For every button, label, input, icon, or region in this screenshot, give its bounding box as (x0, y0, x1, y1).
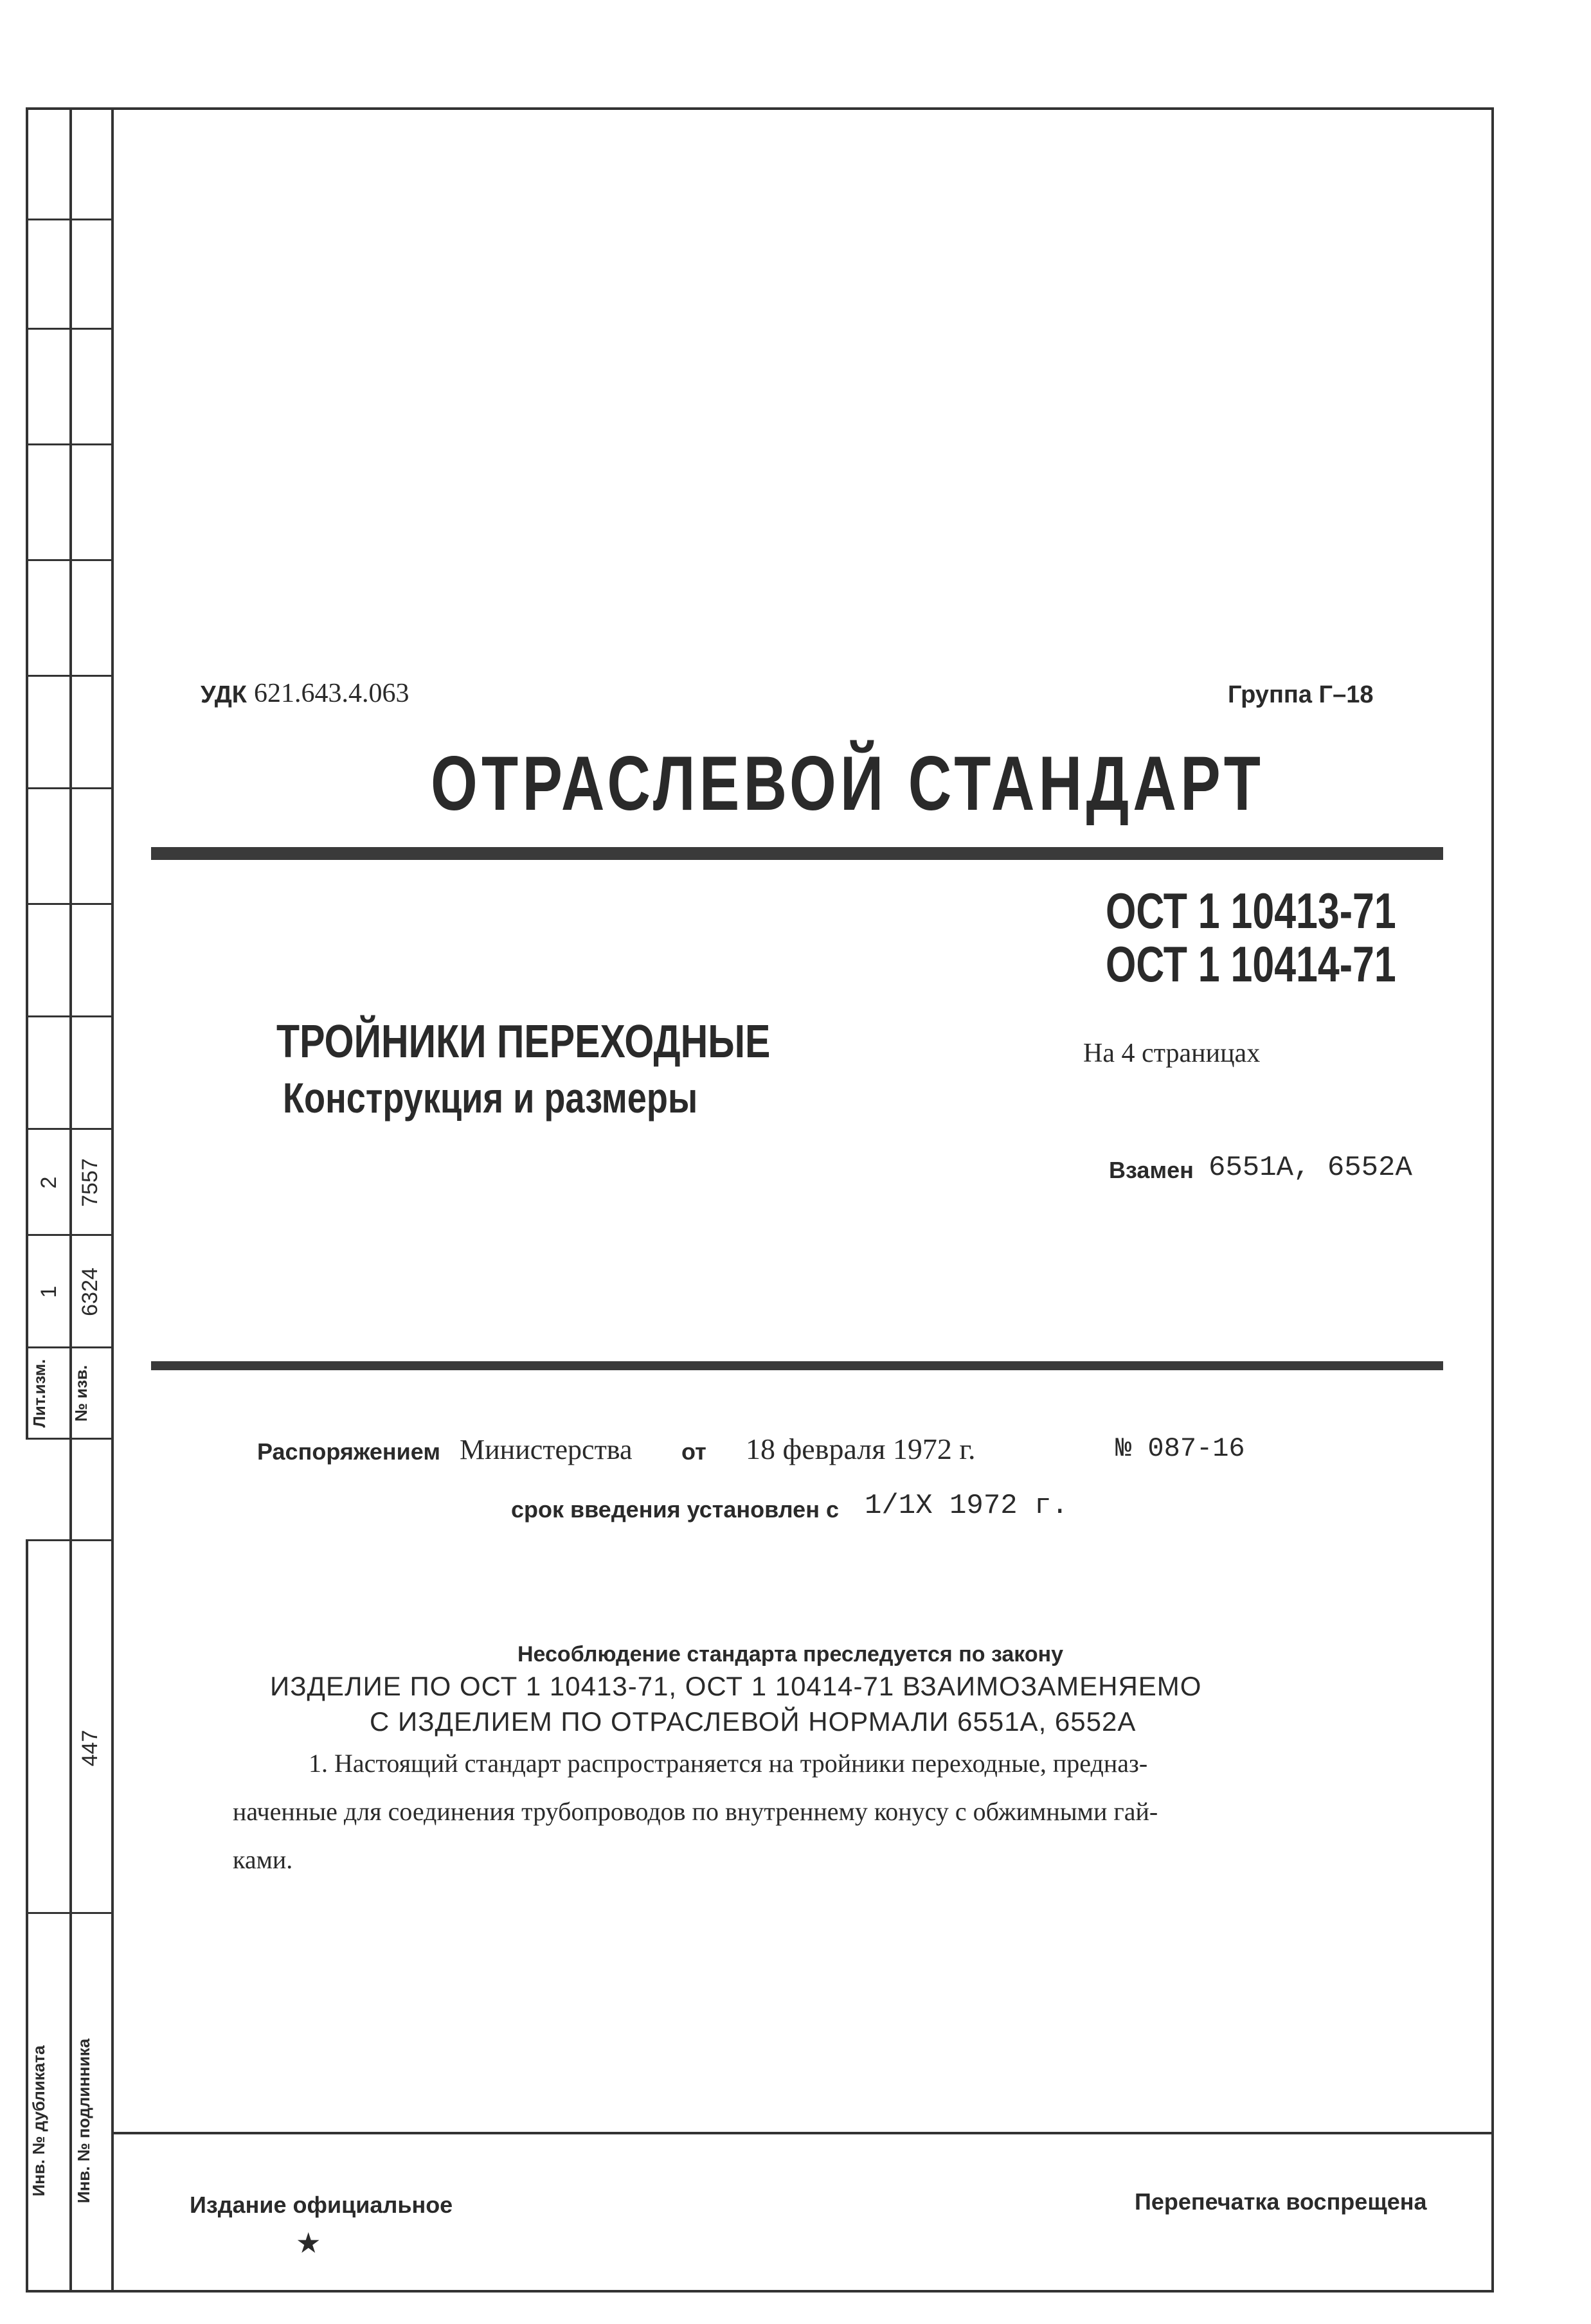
lit-label: Лит.изм. (30, 1359, 49, 1428)
footer-divider (111, 2132, 1494, 2134)
ost-code-1: ОСТ 1 10413-71 (1106, 882, 1396, 939)
term-label: срок введения установлен с (511, 1496, 839, 1523)
replaces-value: 6551А, 6552А (1209, 1152, 1412, 1184)
page-title: ОТРАСЛЕВОЙ СТАНДАРТ (431, 740, 1265, 827)
group-label: Группа Г–18 (1228, 681, 1374, 708)
reprint-label: Перепечатка воспрещена (1135, 2188, 1427, 2215)
order-ministry: Министерства (460, 1434, 633, 1465)
izv-value-2: 7557 (78, 1158, 102, 1207)
subject-subtitle: Конструкция и размеры (283, 1074, 698, 1122)
replaces-label: Взамен (1109, 1157, 1194, 1183)
udk-label: УДК (201, 681, 247, 708)
page-frame (111, 107, 1494, 2293)
inv-podlinnika-value: 447 (78, 1730, 102, 1767)
lit-value-1: 1 (37, 1285, 61, 1298)
order-date: 18 февраля 1972 г. (746, 1433, 976, 1465)
inv-podlinnika-label: Инв. № подлинника (74, 2038, 93, 2204)
pages-count: На 4 страницах (1083, 1039, 1261, 1068)
paragraph-line-3: ками. (233, 1845, 293, 1874)
ost-code-2: ОСТ 1 10414-71 (1106, 936, 1396, 992)
order-label: Распоряжением (257, 1438, 440, 1465)
izv-label: № изв. (71, 1364, 91, 1422)
order-number: № 087-16 (1115, 1433, 1245, 1464)
law-warning: Несоблюдение стандарта преследуется по закону (517, 1642, 1064, 1667)
subject-title: ТРОЙНИКИ ПЕРЕХОДНЫЕ (276, 1016, 771, 1068)
order-from: от (681, 1438, 706, 1465)
middle-rule (151, 1361, 1443, 1370)
paragraph-line-1: 1. Настоящий стандарт распространяется на тройники переходные, предназ- (309, 1749, 1148, 1778)
interchange-line-1: ИЗДЕЛИЕ ПО ОСТ 1 10413-71, ОСТ 1 10414-71 ВЗАИМОЗАМЕНЯЕМО (270, 1671, 1202, 1701)
edition-label: Издание официальное (190, 2192, 453, 2218)
udk-value: 621.643.4.063 (254, 679, 409, 708)
paragraph-line-2: наченные для соединения трубопроводов по внутреннему конусу с обжимными гай- (233, 1797, 1158, 1826)
term-value: 1/1Х 1972 г. (865, 1490, 1068, 1522)
izv-value-1: 6324 (78, 1267, 102, 1316)
lit-value-2: 2 (37, 1176, 61, 1189)
inv-dublikata-label: Инв. № дубликата (29, 2045, 48, 2197)
top-rule (151, 847, 1443, 860)
interchange-line-2: С ИЗДЕЛИЕМ ПО ОТРАСЛЕВОЙ НОРМАЛИ 6551А, 6552А (370, 1706, 1137, 1737)
star-icon: ★ (296, 2228, 321, 2259)
